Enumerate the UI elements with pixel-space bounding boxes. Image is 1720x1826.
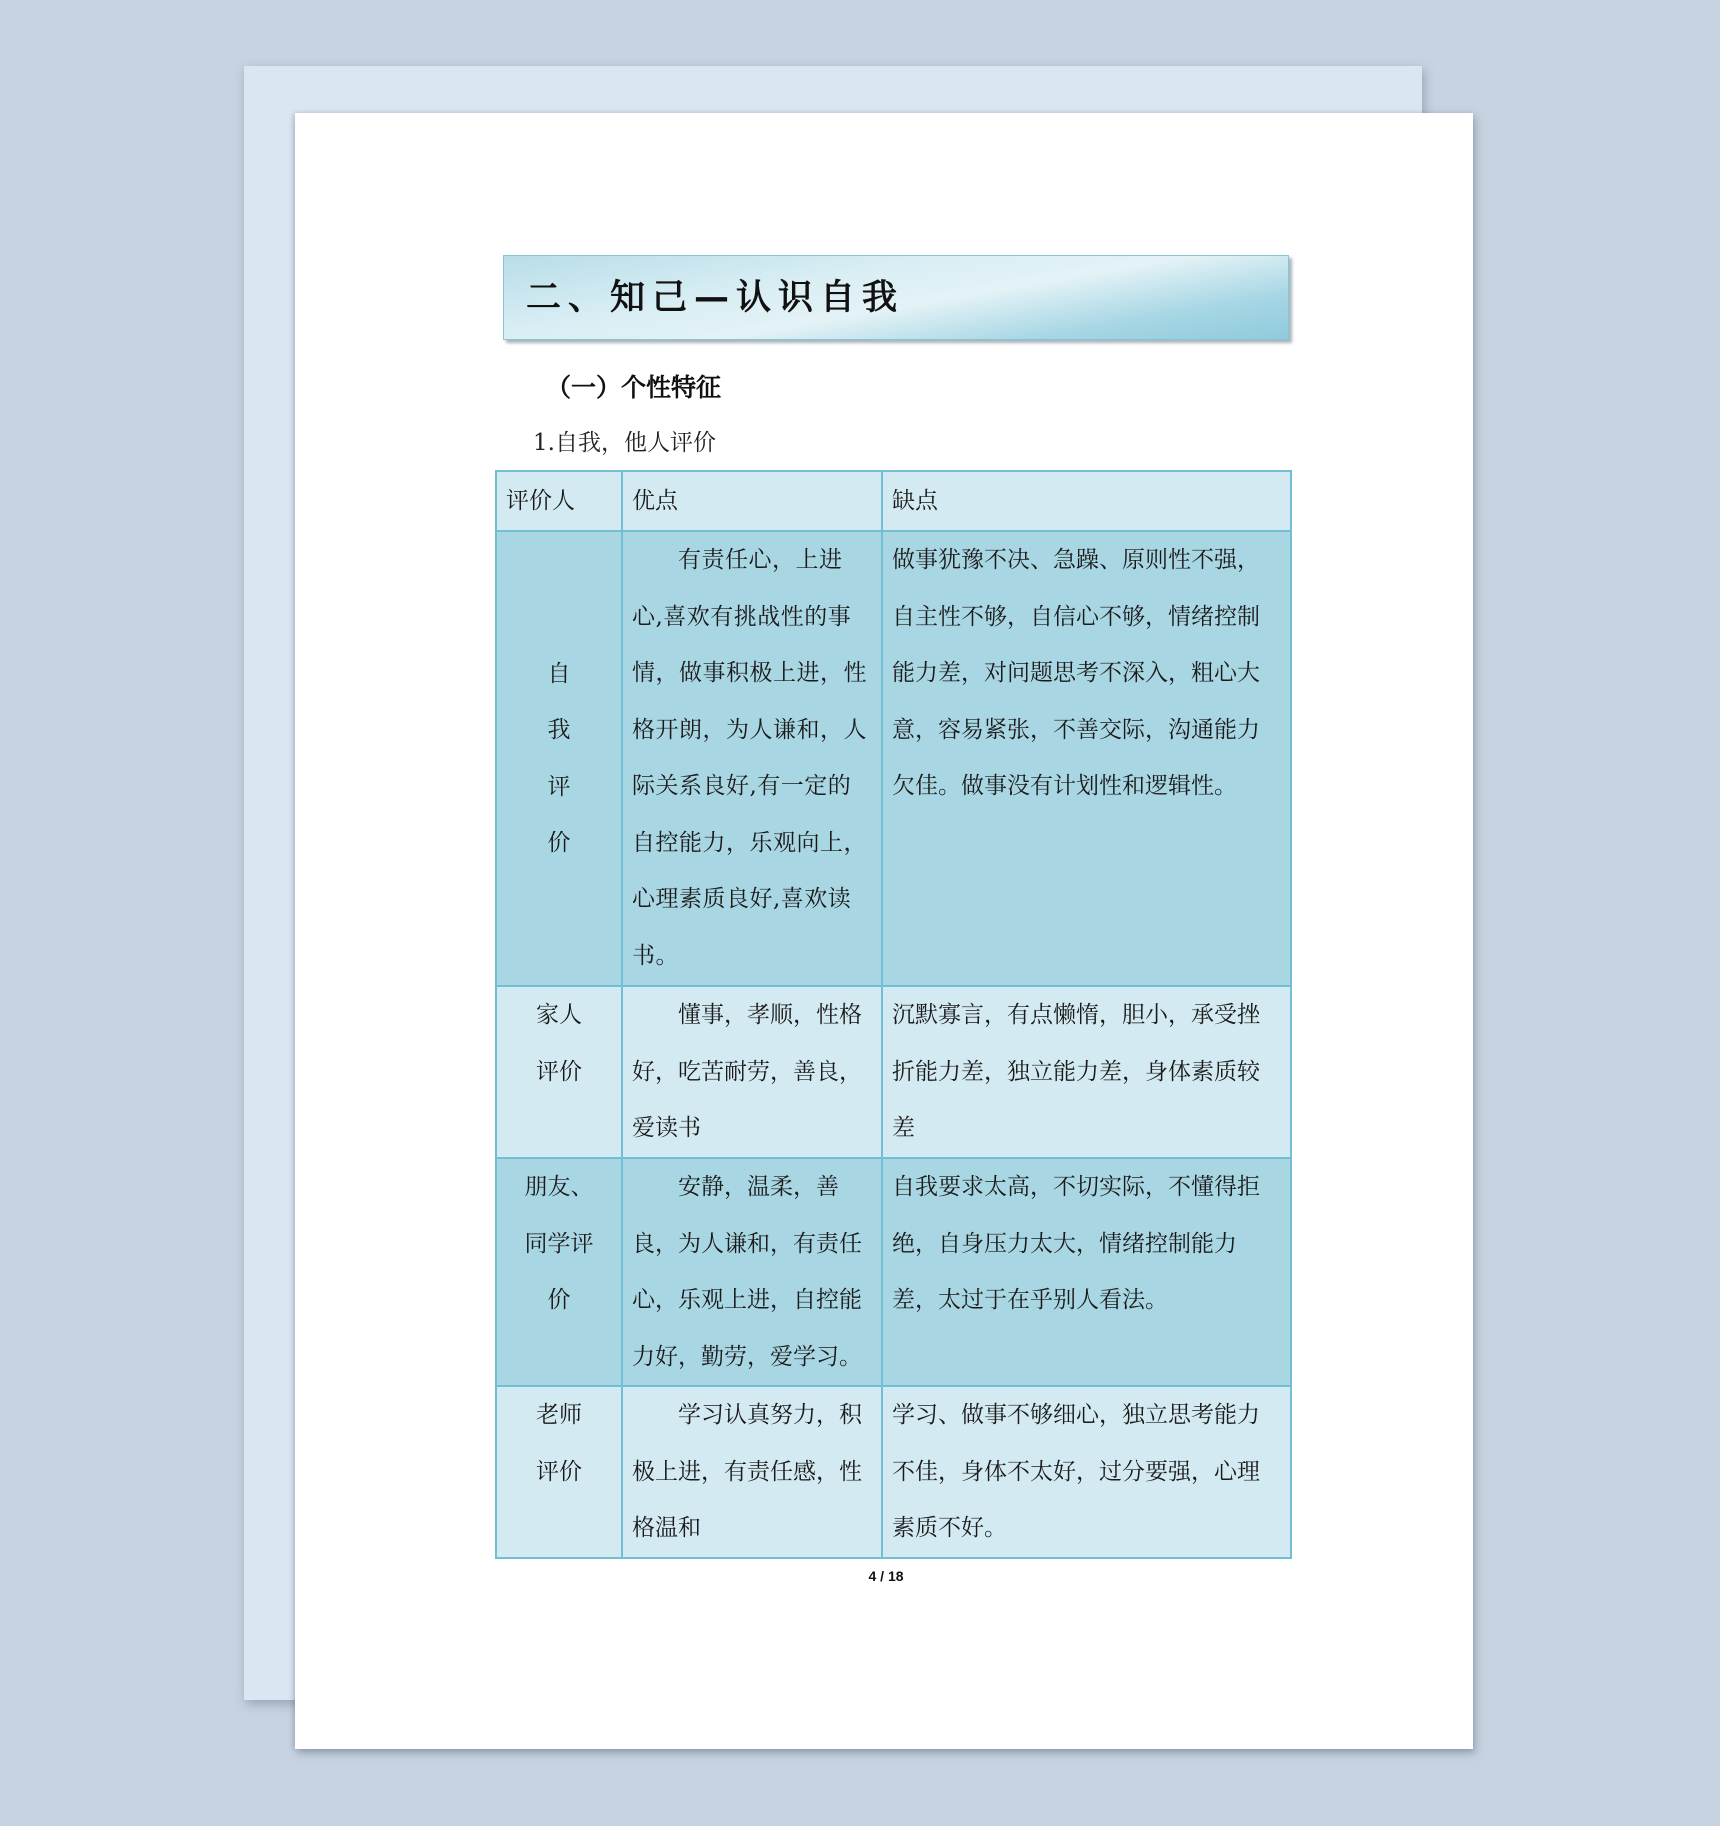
- item-title: 1.自我，他人评价: [533, 430, 716, 456]
- header-pros: 优点: [622, 471, 882, 531]
- cons-cell: [882, 986, 1291, 1158]
- evaluator-cell: [496, 531, 622, 986]
- pros-cell: [622, 531, 882, 986]
- evaluator-label: 家人评价: [536, 1002, 582, 1085]
- cons-cell: [882, 531, 1291, 986]
- evaluation-table: [495, 470, 1292, 1559]
- pros-text: 安静，温柔，善良，为人谦和，有责任心，乐观上进，自控能力好，勤劳，爱学习。: [632, 1174, 862, 1370]
- table-row: [496, 986, 1291, 1158]
- pros-cell: [622, 1158, 882, 1386]
- evaluator-cell: [496, 1158, 622, 1386]
- evaluator-label: 朋友、同学评价: [524, 1174, 594, 1313]
- table-header-row: [496, 471, 1291, 531]
- page-number: 4 / 18: [868, 1568, 904, 1584]
- evaluator-cell: [496, 986, 622, 1158]
- evaluator-cell: [496, 1386, 622, 1558]
- cons-text: 学习、做事不够细心，独立思考能力不佳，身体不太好，过分要强，心理素质不好。: [892, 1402, 1260, 1541]
- section-banner: [503, 255, 1289, 340]
- cons-cell: [882, 1386, 1291, 1558]
- pros-text: 懂事，孝顺，性格好，吃苦耐劳，善良，爱读书: [632, 1002, 862, 1141]
- pros-cell: [622, 1386, 882, 1558]
- evaluator-label: 自我评价: [547, 660, 571, 856]
- header-cons: 缺点: [882, 471, 1291, 531]
- table-row: [496, 1158, 1291, 1386]
- cons-cell: [882, 1158, 1291, 1386]
- pros-text: 有责任心，上进心,喜欢有挑战性的事情，做事积极上进，性格开朗，为人谦和，人际关系良好,有一定的自控能力，乐观向上，心理素质良好,喜欢读书。: [632, 547, 867, 969]
- evaluator-label: 老师评价: [536, 1402, 582, 1485]
- cons-text: 做事犹豫不决、急躁、原则性不强，自主性不够，自信心不够，情绪控制能力差，对问题思考不深入，粗心大意，容易紧张，不善交际，沟通能力欠佳。做事没有计划性和逻辑性。: [892, 547, 1260, 799]
- pros-cell: [622, 986, 882, 1158]
- header-evaluator: 评价人: [496, 471, 622, 531]
- pros-text: 学习认真努力，积极上进，有责任感，性格温和: [632, 1402, 862, 1541]
- subsection-title: （一）个性特征: [546, 373, 722, 402]
- table-row: [496, 531, 1291, 986]
- section-title: 二、知己—认识自我: [526, 278, 905, 318]
- cons-text: 自我要求太高，不切实际，不懂得拒绝，自身压力太大，情绪控制能力差，太过于在乎别人看法。: [892, 1174, 1260, 1313]
- cons-text: 沉默寡言，有点懒惰，胆小，承受挫折能力差，独立能力差，身体素质较差: [892, 1002, 1260, 1141]
- table-row: [496, 1386, 1291, 1558]
